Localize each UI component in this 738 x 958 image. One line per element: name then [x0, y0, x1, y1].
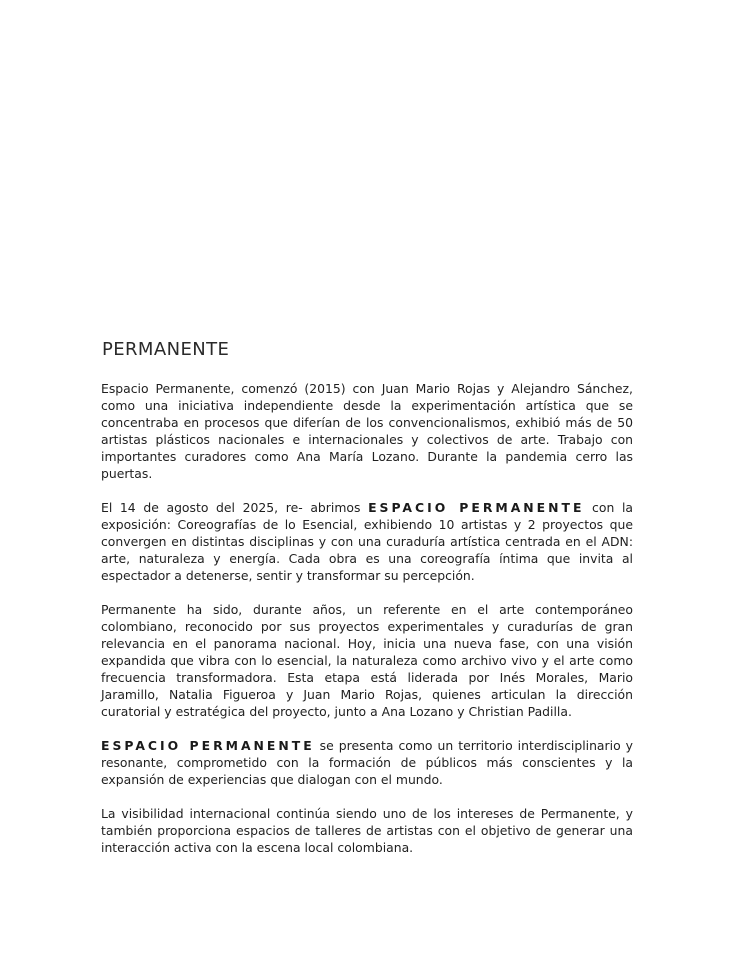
paragraph-territory	[101, 737, 633, 788]
paragraph-text: se presenta como un territorio interdisciplinario y resonante, comprometido con la formación de públicos más conscientes y la expansión de experiencias que dialogan con el mundo.	[101, 738, 633, 787]
brand-name: ESPACIO PERMANENTE	[101, 738, 315, 753]
body-text	[101, 380, 633, 856]
paragraph-reopening	[101, 499, 633, 584]
paragraph-history	[101, 380, 633, 482]
paragraph-text: Permanente ha sido, durante años, un referente en el arte contemporáneo colombiano, reconocido por sus proyectos experimentales y curadurías de gran relevancia en el panorama nacional. Hoy, inicia una nueva fase, con una visión expandida que vibra con lo esencial, la naturaleza como archivo vivo y el arte como frecuencia transformadora. Esta etapa está liderada por Inés Morales, Mario Jaramillo, Natalia Figueroa y Juan Mario Rojas, quienes articulan la dirección curatorial y estratégica del proyecto, junto a Ana Lozano y Christian Padilla.	[101, 602, 633, 719]
paragraph-new-phase	[101, 601, 633, 720]
paragraph-text: con la exposición: Coreografías de lo Esencial, exhibiendo 10 artistas y 2 proyectos que convergen en distintas disciplinas y con una curaduría artística centrada en el ADN: arte, naturaleza y energía. Cada obra es una coreografía íntima que invita al espectador a detenerse, sentir y transformar su percepción.	[101, 500, 633, 583]
page-title: PERMANENTE	[102, 339, 230, 360]
paragraph-text: Espacio Permanente, comenzó (2015) con Juan Mario Rojas y Alejandro Sánchez, como una iniciativa independiente desde la experimentación artística que se concentraba en procesos que diferían de los convencionalismos, exhibió más de 50 artistas plásticos nacionales e internacionales y colectivos de arte. Trabajo con importantes curadores como Ana María Lozano. Durante la pandemia cerro las puertas.	[101, 381, 633, 481]
brand-name: ESPACIO PERMANENTE	[368, 500, 585, 515]
paragraph-international	[101, 805, 633, 856]
paragraph-text: El 14 de agosto del 2025, re- abrimos	[101, 500, 369, 515]
paragraph-text: La visibilidad internacional continúa siendo uno de los intereses de Permanente, y también proporciona espacios de talleres de artistas con el objetivo de generar una interacción activa con la escena local colombiana.	[101, 806, 633, 855]
